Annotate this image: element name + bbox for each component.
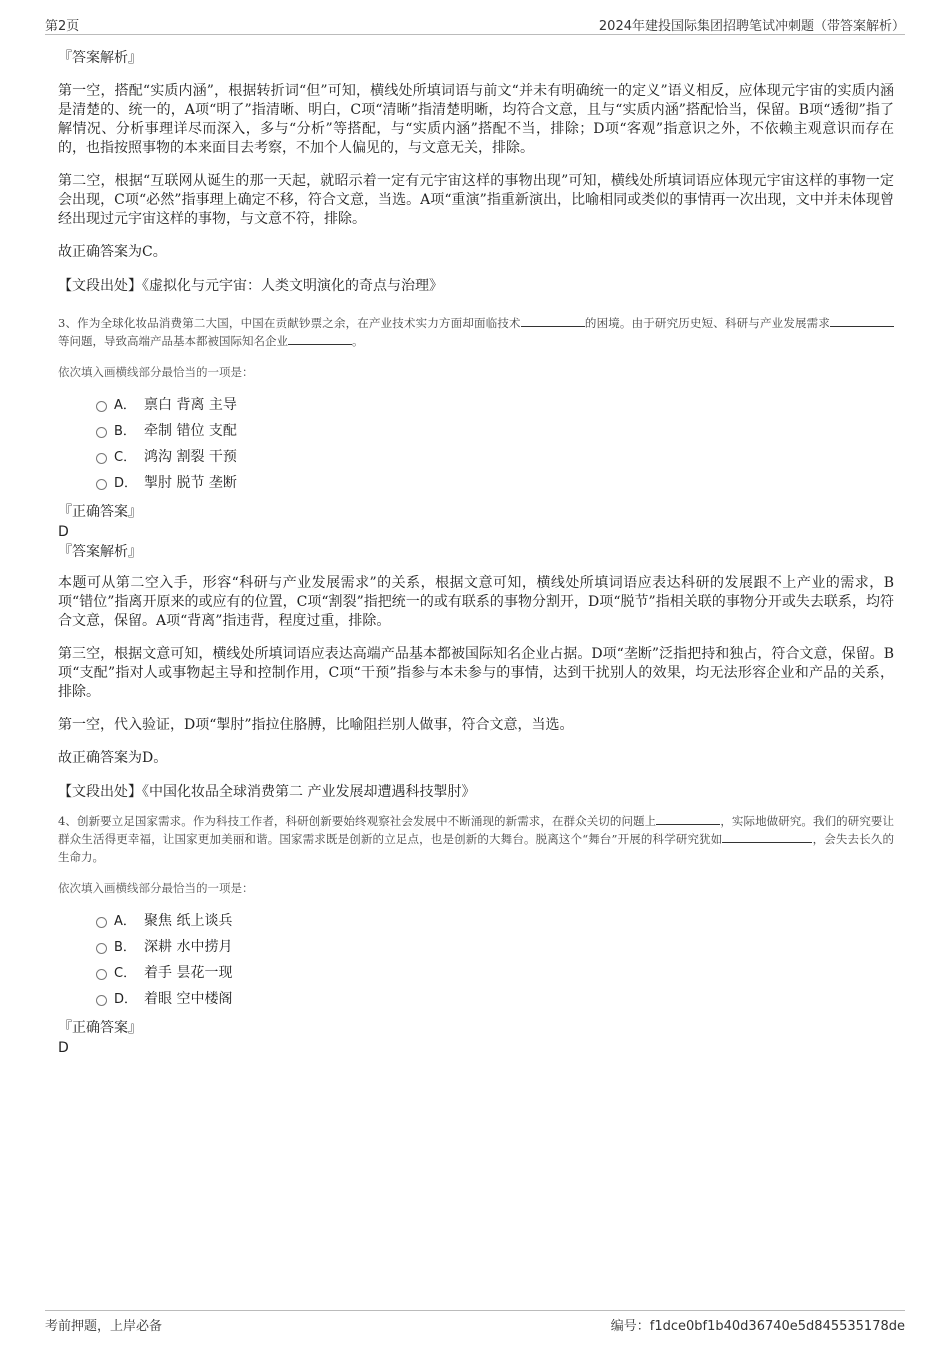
passage-source: 【文段出处】《中国化妆品全球消费第二 产业发展却遭遇科技掣肘》 (58, 784, 476, 800)
stem-text: 。 (352, 334, 364, 348)
question-prompt: 依次填入画横线部分最恰当的一项是： (58, 365, 254, 379)
question-4-options (58, 908, 894, 1012)
answer-conclusion: 故正确答案为D。 (58, 750, 168, 766)
option-letter: C． (114, 966, 137, 981)
radio-icon[interactable] (96, 943, 107, 954)
radio-icon[interactable] (96, 453, 107, 464)
stem-text: 4、创新要立足国家需求。作为科技工作者，科研创新要始终观察社会发展中不断涌现的新需求，在群众关切的问题上 (58, 814, 657, 828)
option-text: 牵制 错位 支配 (144, 423, 237, 439)
document-code: 编号：f1dce0bf1b40d36740e5d845535178de (610, 1319, 905, 1334)
radio-icon[interactable] (96, 995, 107, 1006)
radio-icon[interactable] (96, 969, 107, 980)
question-3-stem (58, 314, 894, 350)
option-letter: A． (114, 398, 136, 413)
radio-icon[interactable] (96, 427, 107, 438)
question-4-stem (58, 812, 894, 866)
fill-blank (288, 332, 352, 345)
stem-text: 等问题，导致高端产品基本都被国际知名企业 (58, 334, 288, 348)
option-d[interactable] (58, 986, 894, 1012)
option-letter: D． (114, 476, 138, 491)
document-title: 2024年建投国际集团招聘笔试冲刺题（带答案解析） (598, 19, 905, 34)
analysis-paragraph: 第一空，搭配“实质内涵”，根据转折词“但”可知，横线处所填词语与前文“并未有明确统一的定义”语义相反，应体现元宇宙的实质内涵是清楚的、统一的，A项“明了”指清晰、明白，C项“清晰”指清楚明晰，均符合文意，且与“实质内涵”搭配恰当，保留。B项“透彻”指了解情况、分析事理详尽而深入，多与“分析”等搭配，与“实质内涵”搭配不当，排除；D项“客观”指意识之外，不依赖主观意识而存在的，也指按照事物的本来面目去考察，不加个人偏见的，与文意无关，排除。 (58, 83, 894, 156)
option-a[interactable] (58, 392, 894, 418)
correct-answer: D (58, 1040, 69, 1056)
option-text: 掣肘 脱节 垄断 (144, 475, 237, 491)
passage-source: 【文段出处】《虚拟化与元宇宙：人类文明演化的奇点与治理》 (58, 278, 443, 294)
analysis-paragraph: 本题可从第二空入手，形容“科研与产业发展需求”的关系，根据文意可知，横线处所填词语应表达科研的发展跟不上产业的需求，B项“错位”指离开原来的或应有的位置，C项“割裂”指把统一的或有联系的事物分割开，D项“脱节”指相关联的事物分开或失去联系，均符合文意，保留。A项“背离”指违背，程度过重，排除。 (58, 575, 894, 629)
option-letter: B． (114, 424, 136, 439)
fill-blank (521, 314, 585, 327)
correct-answer-label: 『正确答案』 (58, 504, 142, 520)
fill-blank (656, 812, 720, 825)
option-letter: C． (114, 450, 137, 465)
radio-icon[interactable] (96, 479, 107, 490)
option-a[interactable] (58, 908, 894, 934)
analysis-paragraph: 第一空，代入验证，D项“掣肘”指拉住胳膊，比喻阻拦别人做事，符合文意，当选。 (58, 717, 574, 733)
analysis-paragraph: 第二空，根据“互联网从诞生的那一天起，就昭示着一定有元宇宙这样的事物出现”可知，横线处所填词语应体现元宇宙这样的事物一定会出现，C项“必然”指事理上确定不移，符合文意，当选。A项“重演”指重新演出，比喻相同或类似的事情再一次出现，文中并未体现曾经出现过元宇宙这样的事物，与文意不符，排除。 (58, 173, 894, 227)
page-content (58, 46, 894, 1058)
option-letter: B． (114, 940, 136, 955)
stem-text: ，实际地做研究。我们的研究要让群众生活得更幸福，让国家更加美丽和谐。国家需求既是创新的立足点，也是创新的大舞台。脱离这个“舞台”开展的科学研究犹如 (58, 814, 895, 846)
option-b[interactable] (58, 934, 894, 960)
option-c[interactable] (58, 444, 894, 470)
analysis-paragraph: 第三空，根据文意可知，横线处所填词语应表达高端产品基本都被国际知名企业占据。D项“垄断”泛指把持和独占，符合文意，保留。B项“支配”指对人或事物起主导和控制作用，C项“干预”指参与本未参与的事情，达到干扰别人的效果，均无法形容企业和产品的关系，排除。 (58, 646, 894, 700)
option-d[interactable] (58, 470, 894, 496)
option-b[interactable] (58, 418, 894, 444)
option-text: 着眼 空中楼阁 (144, 991, 233, 1007)
analysis-label: 『答案解析』 (58, 544, 142, 560)
stem-text: 3、作为全球化妆品消费第二大国，中国在贡献钞票之余，在产业技术实力方面却面临技术 (58, 316, 521, 330)
fill-blank (830, 314, 894, 327)
option-text: 着手 昙花一现 (144, 965, 233, 981)
option-c[interactable] (58, 960, 894, 986)
page-number: 第2页 (45, 19, 80, 34)
page-footer (45, 1310, 905, 1334)
stem-text: ，会失去长久的生命力。 (58, 832, 894, 864)
option-text: 禀白 背离 主导 (144, 397, 237, 413)
fill-blank (722, 830, 812, 843)
answer-conclusion: 故正确答案为C。 (58, 244, 167, 260)
footer-note: 考前押题，上岸必备 (45, 1319, 163, 1334)
question-3-options (58, 392, 894, 496)
stem-text: 的困境。由于研究历史短、科研与产业发展需求 (584, 316, 831, 330)
radio-icon[interactable] (96, 917, 107, 928)
correct-answer: D (58, 524, 69, 540)
page-header (45, 14, 905, 35)
analysis-label: 『答案解析』 (58, 50, 142, 66)
correct-answer-label: 『正确答案』 (58, 1020, 142, 1036)
option-text: 鸿沟 割裂 干预 (144, 449, 237, 465)
option-text: 聚焦 纸上谈兵 (144, 913, 233, 929)
option-letter: D． (114, 992, 138, 1007)
radio-icon[interactable] (96, 401, 107, 412)
question-prompt: 依次填入画横线部分最恰当的一项是： (58, 881, 254, 895)
option-text: 深耕 水中捞月 (144, 939, 233, 955)
option-letter: A． (114, 914, 136, 929)
